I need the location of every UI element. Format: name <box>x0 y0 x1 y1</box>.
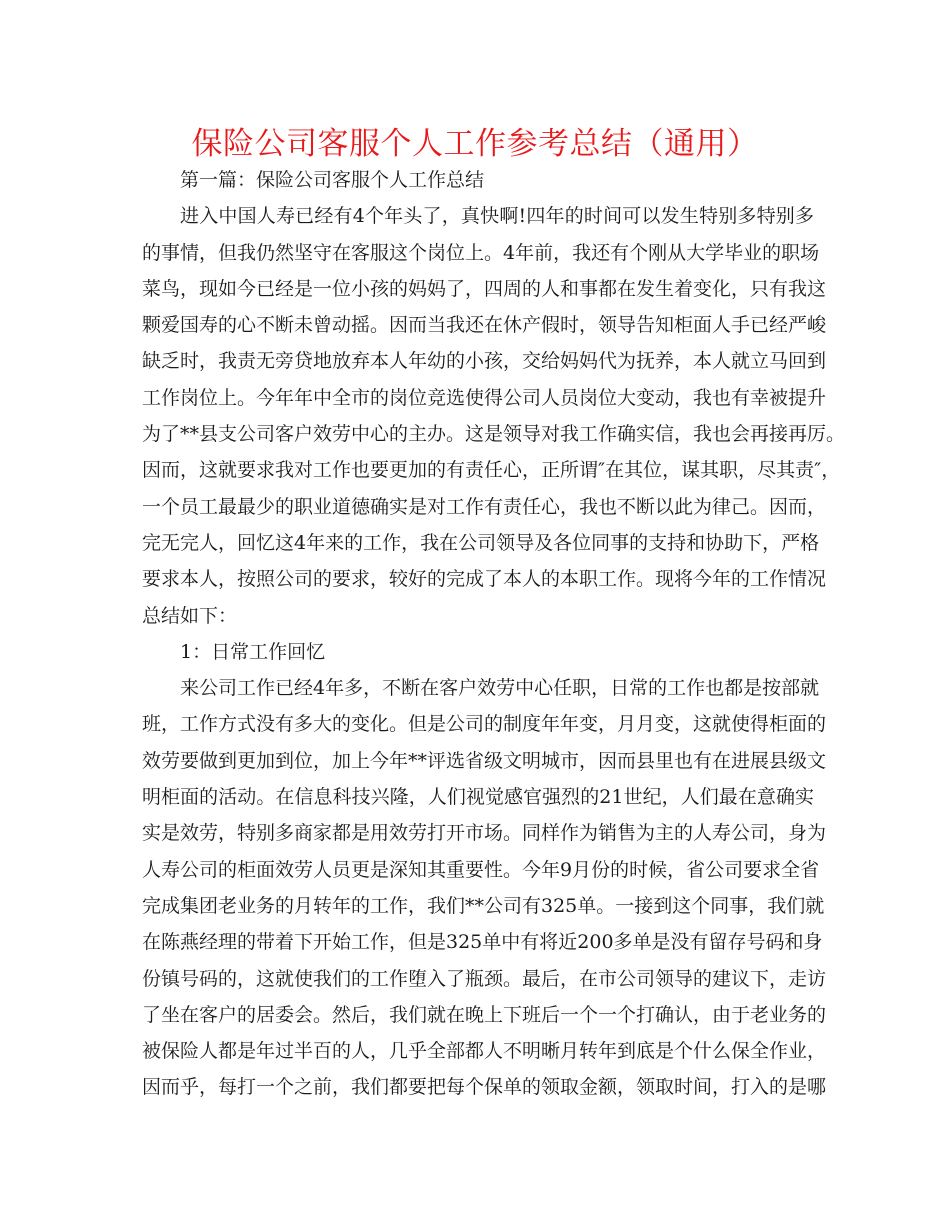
paragraph-line: 为了**县支公司客户效劳中心的主办。这是领导对我工作确实信，我也会再接再厉。 <box>142 423 846 446</box>
paragraph-line: 完成集团老业务的月转年的工作，我们**公司有325单。一接到这个同事，我们就 <box>142 894 825 917</box>
paragraph-line: 进入中国人寿已经有4个年头了，真快啊!四年的时间可以发生特别多特别多 <box>180 205 814 228</box>
paragraph-line: 份镇号码的，这就使我们的工作堕入了瓶颈。最后，在市公司领导的建议下，走访 <box>142 967 827 990</box>
paragraph-1 <box>142 198 846 634</box>
paragraph-line: 完无完人，回忆这4年来的工作，我在公司领导及各位同事的支持和协助下，严格 <box>142 531 820 554</box>
paragraph-line: 因而，这就要求我对工作也要更加的有责任心，正所谓″在其位，谋其职，尽其责″， <box>142 459 841 482</box>
paragraph-line: 一个员工最最少的职业道德确实是对工作有责任心，我也不断以此为律己。因而， <box>142 495 827 518</box>
paragraph-line: 了坐在客户的居委会。然后，我们就在晚上下班后一个一个打确认，由于老业务的 <box>142 1003 827 1026</box>
section-heading: 第一篇：保险公司客服个人工作总结 <box>180 169 485 191</box>
paragraph-line: 来公司工作已经4年多，不断在客户效劳中心任职，日常的工作也都是按部就 <box>180 677 820 700</box>
paragraph-line: 班，工作方式没有多大的变化。但是公司的制度年年变，月月变，这就使得柜面的 <box>142 713 827 736</box>
paragraph-line: 的事情，但我仍然坚守在客服这个岗位上。4年前，我还有个刚从大学毕业的职场 <box>142 241 820 264</box>
paragraph-line: 人寿公司的柜面效劳人员更是深知其重要性。今年9月份的时候，省公司要求全省 <box>142 858 820 881</box>
paragraph-line: 工作岗位上。今年年中全市的岗位竞选使得公司人员岗位大变动，我也有幸被提升 <box>142 386 827 409</box>
paragraph-line: 被保险人都是年过半百的人，几乎全部都人不明晰月转年到底是个什么保全作业， <box>142 1040 827 1063</box>
paragraph-line: 总结如下： <box>142 604 238 627</box>
paragraph-line: 菜鸟，现如今已经是一位小孩的妈妈了，四周的人和事都在发生着变化，只有我这 <box>142 277 827 300</box>
paragraph-line: 效劳要做到更加到位，加上今年**评选省级文明城市，因而县里也有在进展县级文 <box>142 749 827 772</box>
subheading: 1：日常工作回忆 <box>180 640 326 663</box>
paragraph-2 <box>142 670 827 1106</box>
paragraph-line: 实是效劳，特别多商家都是用效劳打开市场。同样作为销售为主的人寿公司，身为 <box>142 822 827 845</box>
paragraph-line: 缺乏时，我责无旁贷地放弃本人年幼的小孩，交给妈妈代为抚养，本人就立马回到 <box>142 350 827 373</box>
paragraph-line: 在陈燕经理的带着下开始工作，但是325单中有将近200多单是没有留存号码和身 <box>142 931 823 954</box>
paragraph-line: 明柜面的活动。在信息科技兴隆，人们视觉感官强烈的21世纪，人们最在意确实 <box>142 786 814 809</box>
paragraph-line: 因而乎，每打一个之前，我们都要把每个保单的领取金额，领取时间，打入的是哪 <box>142 1076 827 1099</box>
document-body <box>142 162 846 1106</box>
paragraph-line: 要求本人，按照公司的要求，较好的完成了本人的本职工作。现将今年的工作情况 <box>142 568 827 591</box>
document-title: 保险公司客服个人工作参考总结（通用） <box>191 126 759 162</box>
paragraph-line: 颗爱国寿的心不断未曾动摇。因而当我还在休产假时，领导告知柜面人手已经严峻 <box>142 314 827 337</box>
